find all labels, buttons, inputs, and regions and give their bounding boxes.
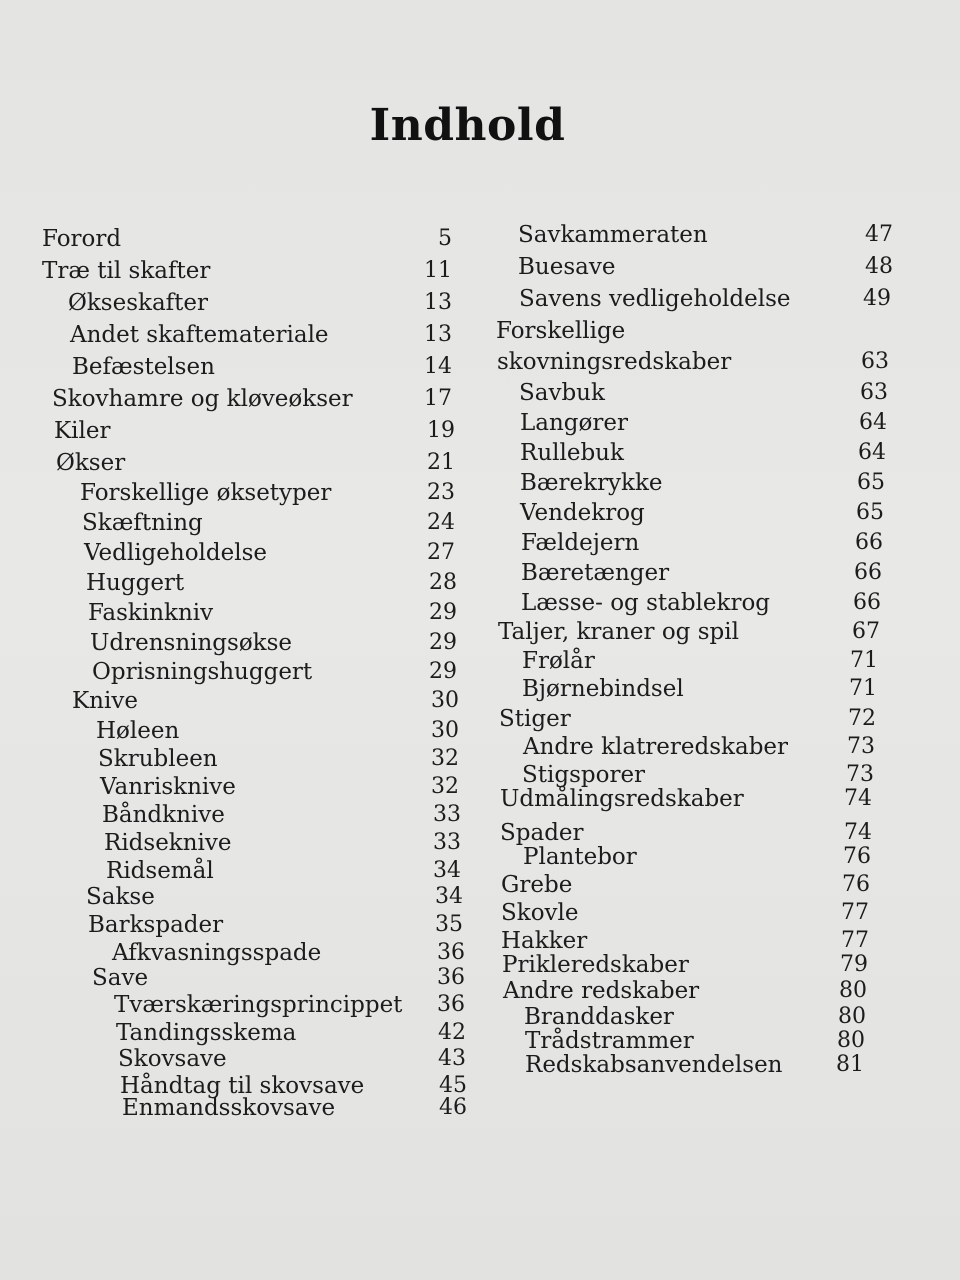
toc-entry-page-number: 34 <box>435 884 463 909</box>
toc-entry-title: Stigsporer <box>522 762 646 788</box>
toc-entry-title: Andet skaftemateriale <box>70 322 329 348</box>
toc-entry-title: Læsse- og stablekrog <box>521 590 771 616</box>
toc-entry-title: Vendekrog <box>520 500 645 526</box>
toc-entry-page-number: 64 <box>859 410 887 435</box>
toc-entry-title: Frølår <box>522 648 595 674</box>
toc-entry-title: Faskinkniv <box>88 600 214 626</box>
toc-entry-title: Bjørnebindsel <box>522 676 684 702</box>
toc-entry-title: Skrubleen <box>98 746 218 772</box>
toc-entry-title: Redskabsanvendelsen <box>525 1052 783 1078</box>
toc-entry-page-number: 43 <box>438 1046 466 1071</box>
toc-entry-page-number: 36 <box>437 965 465 990</box>
toc-entry-title: Enmandsskovsave <box>122 1095 336 1121</box>
toc-entry-page-number: 35 <box>435 912 463 937</box>
toc-entry-title: Forskellige <box>496 318 626 344</box>
page-title: Indhold <box>369 100 566 151</box>
toc-entry-title: Bæretænger <box>521 560 670 586</box>
toc-entry <box>0 528 960 558</box>
toc-entry-title: Stiger <box>499 706 571 732</box>
toc-entry-title: Huggert <box>86 570 185 596</box>
toc-entry-title: Skovsave <box>118 1046 227 1072</box>
toc-entry <box>0 220 960 250</box>
toc-entry-title: Andre klatreredskaber <box>523 734 789 760</box>
toc-entry-page-number: 46 <box>439 1095 467 1120</box>
toc-entry-title: Økser <box>56 450 126 476</box>
toc-entry-page-number: 32 <box>431 746 459 771</box>
toc-entry-title: Langører <box>520 410 628 436</box>
toc-entry-title: Ridsemål <box>106 858 214 884</box>
toc-entry-page-number: 32 <box>431 774 459 799</box>
toc-entry-title: Forskellige øksetyper <box>80 480 332 506</box>
toc-entry-title: Grebe <box>501 872 573 898</box>
toc-entry <box>0 347 960 377</box>
toc-entry <box>0 408 960 438</box>
toc-entry-title: Båndknive <box>102 802 225 828</box>
toc-entry-page-number: 5 <box>438 226 452 251</box>
toc-entry-title: Plantebor <box>523 844 637 870</box>
toc-entry-page-number: 76 <box>843 844 871 869</box>
toc-entry-title: Udrensningsøkse <box>90 630 293 656</box>
toc-entry-title: Forord <box>42 226 122 252</box>
toc-entry-page-number: 30 <box>431 718 459 743</box>
toc-entry-page-number: 47 <box>865 222 893 247</box>
toc-entry-page-number: 13 <box>424 290 452 315</box>
toc-entry-page-number: 19 <box>427 418 455 443</box>
toc-entry-page-number: 63 <box>860 380 888 405</box>
toc-entry-page-number: 29 <box>429 659 457 684</box>
toc-entry <box>0 438 960 468</box>
toc-entry-title: Afkvasningsspade <box>112 940 322 966</box>
toc-entry-title: Buesave <box>518 254 616 280</box>
toc-entry-title: Tandingsskema <box>116 1020 297 1046</box>
toc-entry-title: Skovle <box>501 900 579 926</box>
toc-entry-title: Fældejern <box>521 530 640 556</box>
toc-entry-title: skovningsredskaber <box>497 349 732 375</box>
toc-entry-page-number: 23 <box>427 480 455 505</box>
toc-entry-page-number: 29 <box>429 630 457 655</box>
toc-entry-title: Savkammeraten <box>518 222 708 248</box>
toc-entry-page-number: 74 <box>844 786 872 811</box>
toc-entry-title: Håndtag til skovsave <box>120 1073 365 1099</box>
toc-entry <box>0 674 960 704</box>
toc-entry-title: Kiler <box>54 418 111 444</box>
toc-entry-title: Træ til skafter <box>42 258 211 284</box>
toc-entry-page-number: 36 <box>437 940 465 965</box>
toc-entry-page-number: 33 <box>433 802 461 827</box>
toc-entry-page-number: 80 <box>838 1004 866 1029</box>
toc-entry <box>0 704 960 734</box>
toc-entry <box>0 588 960 618</box>
toc-entry-page-number: 73 <box>847 734 875 759</box>
toc-entry-page-number: 42 <box>438 1020 466 1045</box>
toc-entry <box>0 842 960 872</box>
toc-entry-page-number: 71 <box>850 648 878 673</box>
toc-entry-page-number: 66 <box>854 560 882 585</box>
toc-entry-title: Sakse <box>86 884 155 910</box>
toc-entry-title: Spader <box>500 820 584 846</box>
toc-entry-page-number: 74 <box>844 820 872 845</box>
toc-entry <box>0 316 960 346</box>
toc-entry-page-number: 79 <box>840 952 868 977</box>
toc-entry <box>0 784 960 814</box>
toc-entry <box>0 284 960 314</box>
toc-entry-page-number: 27 <box>427 540 455 565</box>
toc-entry-title: Økseskafter <box>68 290 209 316</box>
toc-entry-page-number: 28 <box>429 570 457 595</box>
toc-entry <box>0 468 960 498</box>
toc-entry-title: Knive <box>72 688 138 714</box>
toc-entry-page-number: 33 <box>433 830 461 855</box>
toc-entry-page-number: 63 <box>861 349 889 374</box>
toc-entry-title: Skæftning <box>82 510 203 536</box>
toc-entry <box>0 498 960 528</box>
toc-entry-title: Oprisningshuggert <box>92 659 313 685</box>
toc-entry-title: Andre redskaber <box>503 978 700 1004</box>
toc-entry <box>0 1050 960 1080</box>
toc-entry-title: Trådstrammer <box>525 1028 694 1054</box>
toc-entry-page-number: 77 <box>841 928 869 953</box>
toc-entry-page-number: 76 <box>842 872 870 897</box>
toc-entry-page-number: 80 <box>837 1028 865 1053</box>
toc-entry <box>0 646 960 676</box>
toc-entry-page-number: 66 <box>855 530 883 555</box>
toc-entry <box>0 252 960 282</box>
toc-entry-title: Skovhamre og kløveøkser <box>52 386 353 412</box>
toc-entry-title: Udmålingsredskaber <box>500 786 744 812</box>
toc-entry-page-number: 30 <box>431 688 459 713</box>
toc-entry-title: Prikleredskaber <box>502 952 689 978</box>
toc-entry <box>0 558 960 588</box>
toc-entry <box>0 1093 960 1123</box>
toc-entry-page-number: 29 <box>429 600 457 625</box>
toc-entry-page-number: 65 <box>857 470 885 495</box>
toc-entry-page-number: 17 <box>424 386 452 411</box>
toc-entry-title: Barkspader <box>88 912 224 938</box>
toc-entry-title: Savens vedligeholdelse <box>519 286 791 312</box>
toc-entry-page-number: 71 <box>849 676 877 701</box>
toc-entry-title: Bærekrykke <box>520 470 663 496</box>
toc-entry <box>0 378 960 408</box>
toc-entry-page-number: 77 <box>841 900 869 925</box>
toc-entry <box>0 870 960 900</box>
toc-entry <box>0 732 960 762</box>
toc-entry-title: Save <box>92 965 149 991</box>
toc-entry-page-number: 14 <box>424 354 452 379</box>
toc-entry-page-number: 65 <box>856 500 884 525</box>
toc-entry-title: Taljer, kraner og spil <box>498 619 739 645</box>
toc-entry-page-number: 72 <box>848 706 876 731</box>
toc-entry-page-number: 64 <box>858 440 886 465</box>
toc-entry-page-number: 36 <box>437 992 465 1017</box>
toc-entry-page-number: 13 <box>424 322 452 347</box>
toc-entry-title: Ridseknive <box>104 830 232 856</box>
toc-entry-page-number: 66 <box>853 590 881 615</box>
toc-entry-title: Tværskæringsprincippet <box>114 992 403 1018</box>
toc-entry-page-number: 81 <box>836 1052 864 1077</box>
toc-entry-title: Hakker <box>501 928 588 954</box>
toc-entry-page-number: 11 <box>424 258 452 283</box>
toc-entry-page-number: 67 <box>852 619 880 644</box>
toc-entry-title: Rullebuk <box>520 440 624 466</box>
toc-entry-page-number: 80 <box>839 978 867 1003</box>
toc-entry-title: Vedligeholdelse <box>84 540 268 566</box>
toc-entry-page-number: 73 <box>846 762 874 787</box>
toc-entry-page-number: 45 <box>439 1073 467 1098</box>
toc-entry-page-number: 24 <box>427 510 455 535</box>
toc-entry <box>0 617 960 647</box>
toc-entry-title: Savbuk <box>519 380 605 406</box>
toc-entry-title: Befæstelsen <box>72 354 215 380</box>
toc-entry <box>0 898 960 928</box>
toc-entry-title: Vanrisknive <box>100 774 236 800</box>
toc-entry-title: Branddasker <box>524 1004 674 1030</box>
toc-entry-page-number: 48 <box>865 254 893 279</box>
toc-entry-page-number: 49 <box>863 286 891 311</box>
toc-entry-page-number: 21 <box>427 450 455 475</box>
toc-entry-page-number: 34 <box>433 858 461 883</box>
toc-entry-title: Høleen <box>96 718 180 744</box>
